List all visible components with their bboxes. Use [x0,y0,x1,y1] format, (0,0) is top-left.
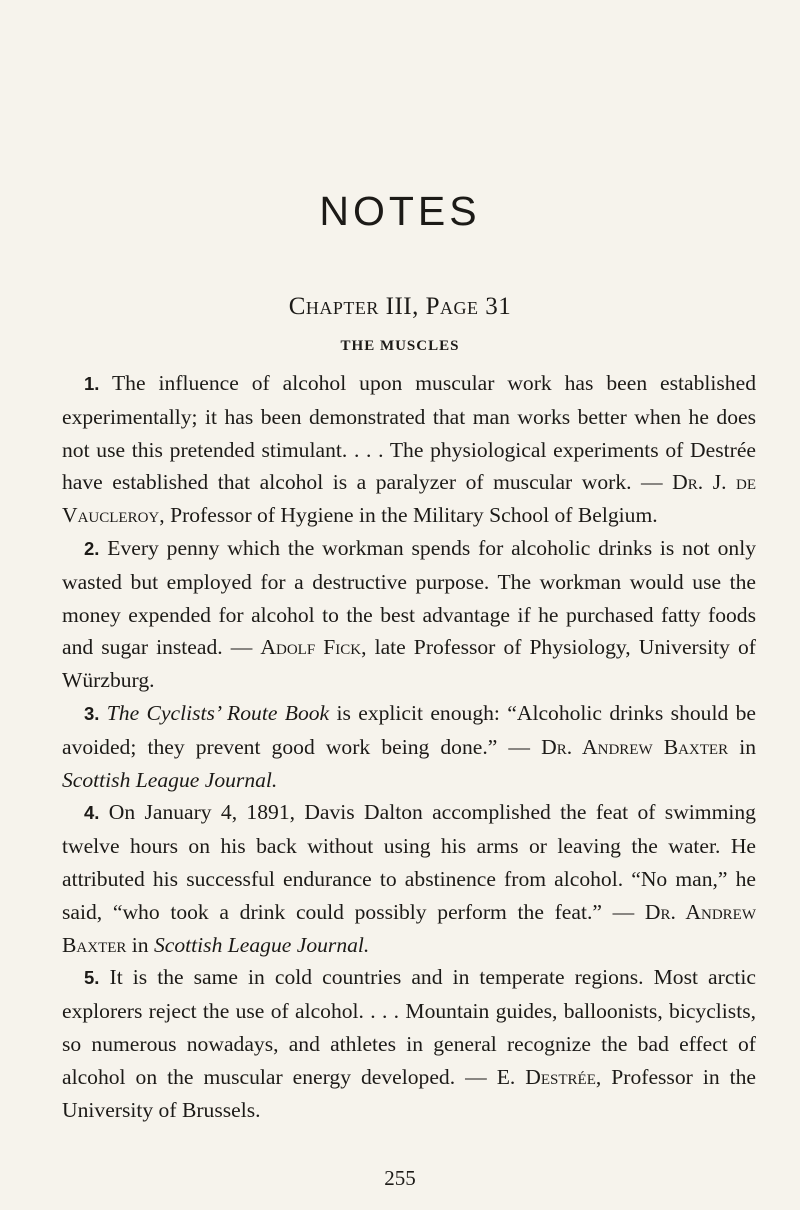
note-5 [62,961,756,1126]
note-book-title: The Cyclists’ Route Book [106,700,330,725]
note-number: 5. [84,967,100,989]
note-number: 1. [84,373,100,394]
note-3 [62,697,756,796]
note-source: Scottish League Journal. [154,932,370,957]
note-number: 4. [84,802,100,824]
note-affiliation: , Professor in the University of Brussels. [62,1064,756,1122]
note-4 [62,796,756,961]
note-text: It is the same in cold countries and in temperate regions. Most arctic explorers reject the use of alcohol. . . . Mountain guides, balloonists, bicyclists, so numerous nowadays, and athletes in general recognize the bad effect of alcohol on the muscular energy developed. — [62,965,757,1089]
note-number: 2. [84,537,100,559]
note-number: 3. [84,702,100,724]
note-author: E. Destrée [496,1064,596,1089]
note-author: Adolf Fick [260,635,362,660]
note-text: The influence of alcohol upon muscular work has been established experimentally; it has been demonstrated that man works better when he does not use this pretended stimulant. . . . The physiological experiments of Destrée have established that alcohol is a paralyzer of muscular work. — [62,371,756,495]
section-heading: THE MUSCLES [340,338,460,354]
note-text: is explicit enough: “Alcoholic drinks should be avoided; they prevent good work being done.” — [62,700,756,759]
note-in: in [126,932,154,957]
note-author: Dr. Andrew Baxter [62,899,756,957]
notes-body [62,367,756,1126]
note-source: Scottish League Journal. [62,767,278,792]
note-author: Dr. Andrew Baxter [541,734,729,759]
page-title: NOTES [319,188,481,234]
note-2 [62,532,756,697]
note-text: Every penny which the workman spends for alcoholic drinks is not only wasted but employed for a destructive purpose. The workman would use the money expended for alcohol to the best advantage if he purchased fatty foods and sugar instead. — [62,535,756,660]
note-in: in [728,734,756,759]
chapter-heading: Chapter III, Page 31 [288,293,512,320]
note-1 [62,367,756,532]
note-affiliation: , late Professor of Physiology, University of Würzburg. [62,635,756,693]
note-text: On January 4, 1891, Davis Dalton accomplished the feat of swimming twelve hours on his back without using his arms or leaving the water. He attributed his successful endurance to abstinence from alcohol. “No man,” he said, “who took a drink could possibly perform the feat.” — [62,800,756,924]
note-affiliation: , Professor of Hygiene in the Military School of Belgium. [159,503,658,528]
page-number: 255 [384,1166,416,1190]
note-author: Dr. J. de Vaucleroy [62,470,757,528]
